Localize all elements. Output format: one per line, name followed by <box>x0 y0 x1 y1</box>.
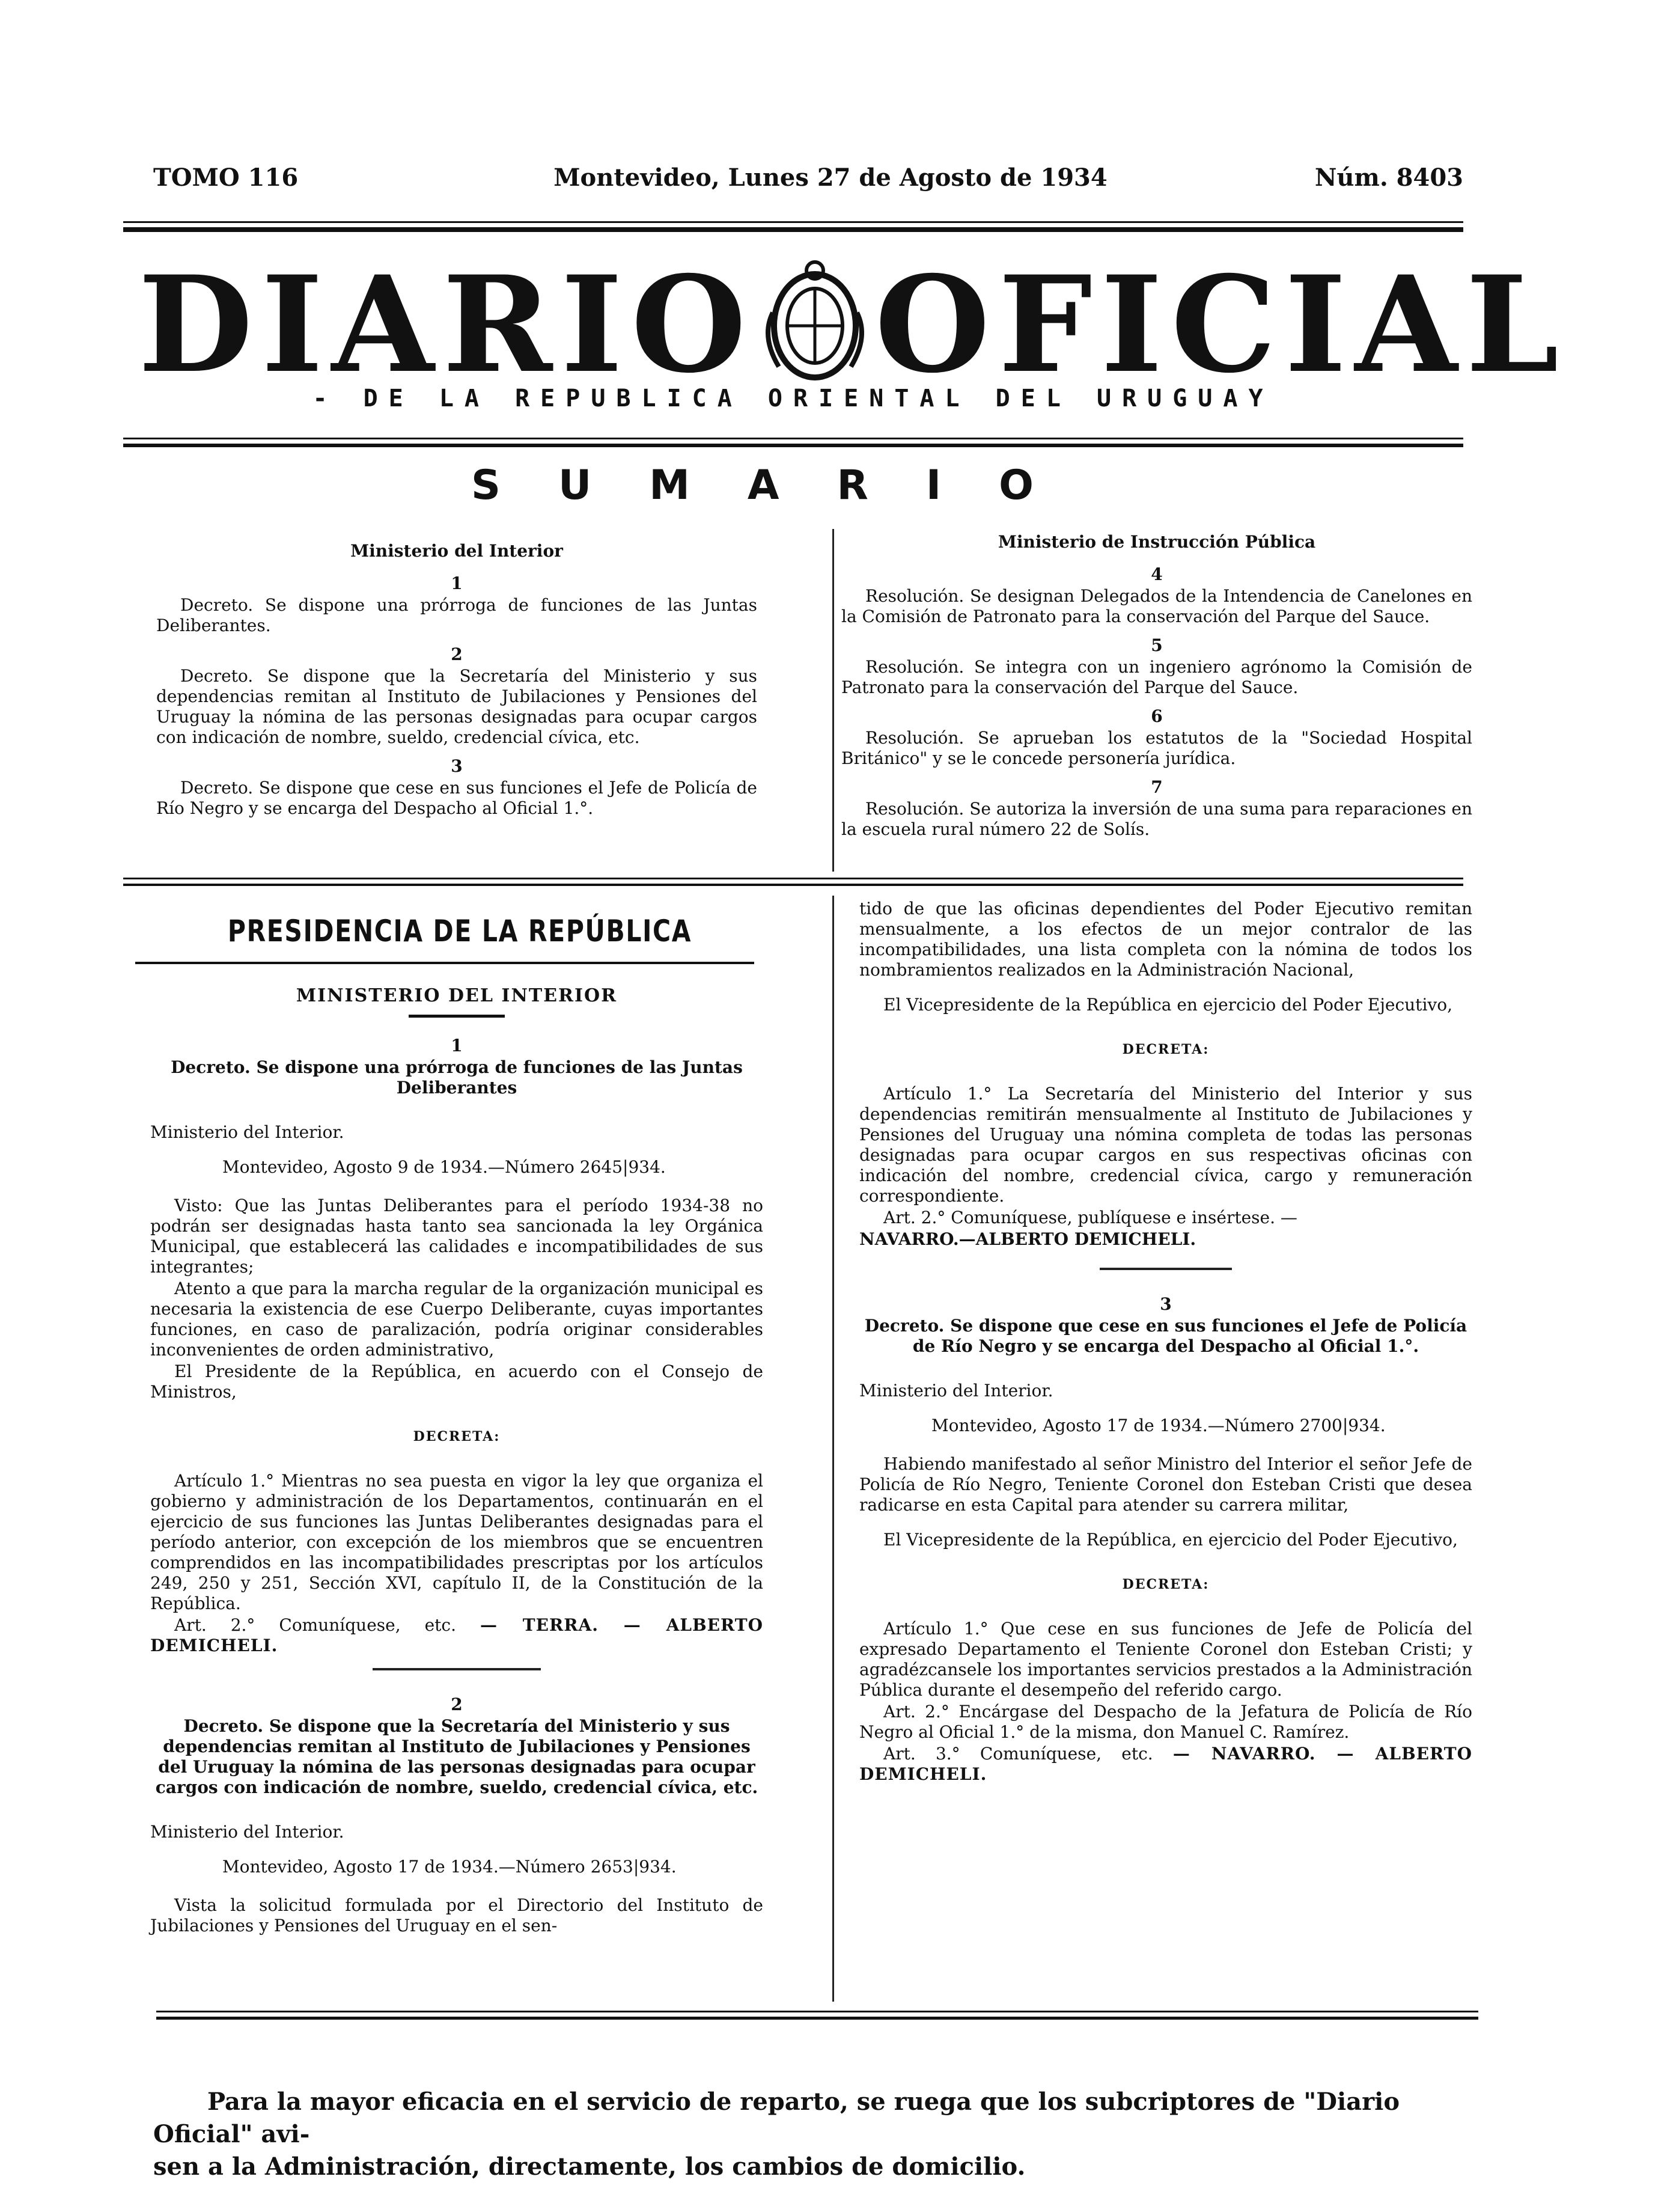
summary-item: Resolución. Se designan Delegados de la Intendencia de Canelones en la Comisión de Patronato para la conservación del Parque del Sauce. <box>841 586 1472 626</box>
decree-number: 1 <box>451 1036 463 1056</box>
ministry-line: Ministerio del Interior. <box>859 1381 1053 1401</box>
decree-separator <box>373 1668 541 1670</box>
volume-number: TOMO 116 <box>153 163 299 192</box>
masthead-rule-thick <box>123 444 1463 447</box>
article: Artículo 1.° Mientras no sea puesta en vigor la ley que organiza el gobierno y administración de los Departamentos, continuarán en el ejercicio de sus funciones las Juntas Deliberantes designadas para el período anterior, con excepción de los miembros que se encuentren comprendidos en las incompatibilidades prescriptas por los artículos 249, 250 y 251, Sección XVI, capítulo II, de la Constitución de la República. <box>150 1471 763 1613</box>
summary-item-number: 7 <box>1151 777 1163 797</box>
decreta-label: DECRETA: <box>1122 1042 1210 1057</box>
top-rule <box>123 221 1463 223</box>
summary-rule <box>123 878 1463 879</box>
masthead-left: DIARIO <box>138 246 755 402</box>
decreta-label: DECRETA: <box>1122 1577 1210 1592</box>
paragraph: Habiendo manifestado al señor Ministro del Interior el señor Jefe de Policía de Río Negro, Teniente Coronel don Esteban Cristi que desea radicarse en esta Capital para atender su carrera militar, <box>859 1454 1472 1515</box>
paragraph: El Vicepresidente de la República, en ejercicio del Poder Ejecutivo, <box>883 1530 1458 1550</box>
ministry-heading: MINISTERIO DEL INTERIOR <box>296 985 618 1006</box>
article: Art. 2.° Comuníquese, publíquese e insértese. — <box>883 1208 1297 1227</box>
signature: — NAVARRO. — ALBERTO DEMICHELI. <box>859 1744 1473 1784</box>
article: Art. 2.° Encárgase del Despacho de la Jefatura de Policía de Río Negro al Oficial 1.° de la misma, don Manuel C. Ramírez. <box>859 1702 1472 1742</box>
signature-line <box>859 1744 1472 1785</box>
paragraph: Vista la solicitud formulada por el Directorio del Instituto de Jubilaciones y Pensiones del Uruguay en el sen- <box>150 1895 763 1936</box>
issue-number: Núm. 8403 <box>1314 163 1463 192</box>
footer-rule-thick <box>156 2017 1478 2020</box>
footer-line: sen a la Administración, directamente, los cambios de domicilio. <box>153 2152 1026 2181</box>
decree-dateline: Montevideo, Agosto 9 de 1934.—Número 2645|934. <box>222 1157 666 1177</box>
footer-line: Para la mayor eficacia en el servicio de reparto, se ruega que los subcriptores de "Diario Oficial" avi- <box>153 2088 1400 2148</box>
section-title-rule <box>135 962 754 964</box>
decree-dateline: Montevideo, Agosto 17 de 1934.—Número 2700|934. <box>931 1416 1386 1435</box>
summary-item: Resolución. Se aprueban los estatutos de la "Sociedad Hospital Británico" y se le concede personería jurídica. <box>841 728 1472 768</box>
paragraph: El Vicepresidente de la República en ejercicio del Poder Ejecutivo, <box>883 995 1452 1015</box>
summary-item-number: 5 <box>1151 635 1163 655</box>
summary-item: Resolución. Se integra con un ingeniero agrónomo la Comisión de Patronato para la conservación del Parque del Sauce. <box>841 657 1472 697</box>
decree-heading: Decreto. Se dispone que cese en sus funciones el Jefe de Policía de Río Negro y se encarga del Despacho al Oficial 1.°. <box>864 1316 1467 1356</box>
decree-heading: Decreto. Se dispone una prórroga de funciones de las Juntas Deliberantes <box>171 1057 743 1098</box>
body-column-divider <box>832 896 834 2002</box>
summary-right-column <box>841 532 1472 848</box>
summary-item-number: 6 <box>1151 706 1163 726</box>
article: Art. 2.° Comuníquese, etc. <box>174 1615 456 1635</box>
summary-title: SUMARIO <box>471 462 1091 509</box>
summary-left-column <box>156 541 757 827</box>
article: Artículo 1.° Que cese en sus funciones de Jefe de Policía del expresado Departamento el Teniente Coronel don Esteban Cristi; y agradézcansele los importantes servicios prestados a la Administración Pública durante el desempeño del referido cargo. <box>859 1619 1472 1700</box>
summary-ministry-heading: Ministerio del Interior <box>350 541 563 561</box>
summary-item-number: 4 <box>1151 564 1163 584</box>
issue-line <box>153 163 1463 192</box>
top-rule-thick <box>123 227 1463 232</box>
left-body-column <box>150 986 763 1937</box>
signature-line <box>150 1615 763 1656</box>
summary-item: Decreto. Se dispone una prórroga de funciones de las Juntas Deliberantes. <box>156 595 757 635</box>
summary-item: Decreto. Se dispone que la Secretaría del Ministerio y sus dependencias remitan al Instituto de Jubilaciones y Pensiones del Uruguay la nómina de las personas designadas para ocupar cargos con indicación de nombre, sueldo, credencial cívica, etc. <box>156 666 757 747</box>
summary-item: Decreto. Se dispone que cese en sus funciones el Jefe de Policía de Río Negro y se encarga del Despacho al Oficial 1.°. <box>156 778 757 818</box>
decree-heading: Decreto. Se dispone que la Secretaría del Ministerio y sus dependencias remitan al Instituto de Jubilaciones y Pensiones del Uruguay la nómina de las personas designadas para ocupar cargos con indicación de nombre, sueldo, credencial cívica, etc. <box>155 1716 758 1797</box>
article: Artículo 1.° La Secretaría del Ministerio del Interior y sus dependencias remitirán mensualmente al Instituto de Jubilaciones y Pensiones del Uruguay una nómina completa de todas las personas designadas para ocupar cargos en sus respectivas oficinas con indicación del nombre, credencial cívica, cargo y remuneración correspondiente. <box>859 1084 1472 1206</box>
footer-notice <box>153 2086 1475 2183</box>
decree-number: 2 <box>451 1694 463 1714</box>
masthead-right: OFICIAL <box>874 246 1567 402</box>
summary-item-number: 2 <box>451 644 463 664</box>
signature: NAVARRO.—ALBERTO DEMICHELI. <box>859 1229 1196 1249</box>
decreta-label: DECRETA: <box>413 1429 501 1444</box>
coat-of-arms-icon <box>755 255 875 394</box>
summary-column-divider <box>832 529 834 872</box>
paragraph: tido de que las oficinas dependientes del Poder Ejecutivo remitan mensualmente, a los efectos de un mejor contralor de las incompatibilidades, una lista completa con la nómina de todos los nombramientos realizados en la Administración Nacional, <box>859 899 1472 980</box>
decree-dateline: Montevideo, Agosto 17 de 1934.—Número 2653|934. <box>222 1857 677 1877</box>
masthead-subtitle: - DE LA REPUBLICA ORIENTAL DEL URUGUAY <box>312 385 1274 412</box>
paragraph: El Presidente de la República, en acuerdo con el Consejo de Ministros, <box>150 1361 763 1402</box>
summary-item-number: 1 <box>451 573 463 593</box>
right-body-column <box>859 899 1472 1797</box>
section-title: PRESIDENCIA DE LA REPÚBLICA <box>227 914 692 949</box>
masthead-rule <box>123 438 1463 439</box>
signature: — TERRA. — ALBERTO DEMICHELI. <box>150 1615 763 1655</box>
summary-item-number: 3 <box>451 756 463 776</box>
summary-item: Resolución. Se autoriza la inversión de una suma para reparaciones en la escuela rural número 22 de Solís. <box>841 799 1472 839</box>
short-rule <box>409 1015 505 1018</box>
footer-rule <box>156 2011 1478 2012</box>
ministry-line: Ministerio del Interior. <box>150 1822 344 1842</box>
decree-separator <box>1100 1268 1232 1270</box>
decree-number: 3 <box>1160 1294 1172 1314</box>
summary-rule-thick <box>123 884 1463 886</box>
article: Art. 3.° Comuníquese, etc. <box>883 1744 1153 1764</box>
ministry-line: Ministerio del Interior. <box>150 1122 344 1142</box>
paragraph: Visto: Que las Juntas Deliberantes para el período 1934-38 no podrán ser designadas hasta tanto sea sancionada la ley Orgánica Municipal, que establecerá las calidades e incompatibilidades de sus integrantes; <box>150 1196 763 1277</box>
paragraph: Atento a que para la marcha regular de la organización municipal es necesaria la existencia de ese Cuerpo Deliberante, cuyas importantes funciones, en caso de paralización, podría originar considerables inconvenientes de orden administrativo, <box>150 1279 763 1360</box>
issue-date: Montevideo, Lunes 27 de Agosto de 1934 <box>553 163 1108 192</box>
summary-ministry-heading: Ministerio de Instrucción Pública <box>998 532 1316 552</box>
